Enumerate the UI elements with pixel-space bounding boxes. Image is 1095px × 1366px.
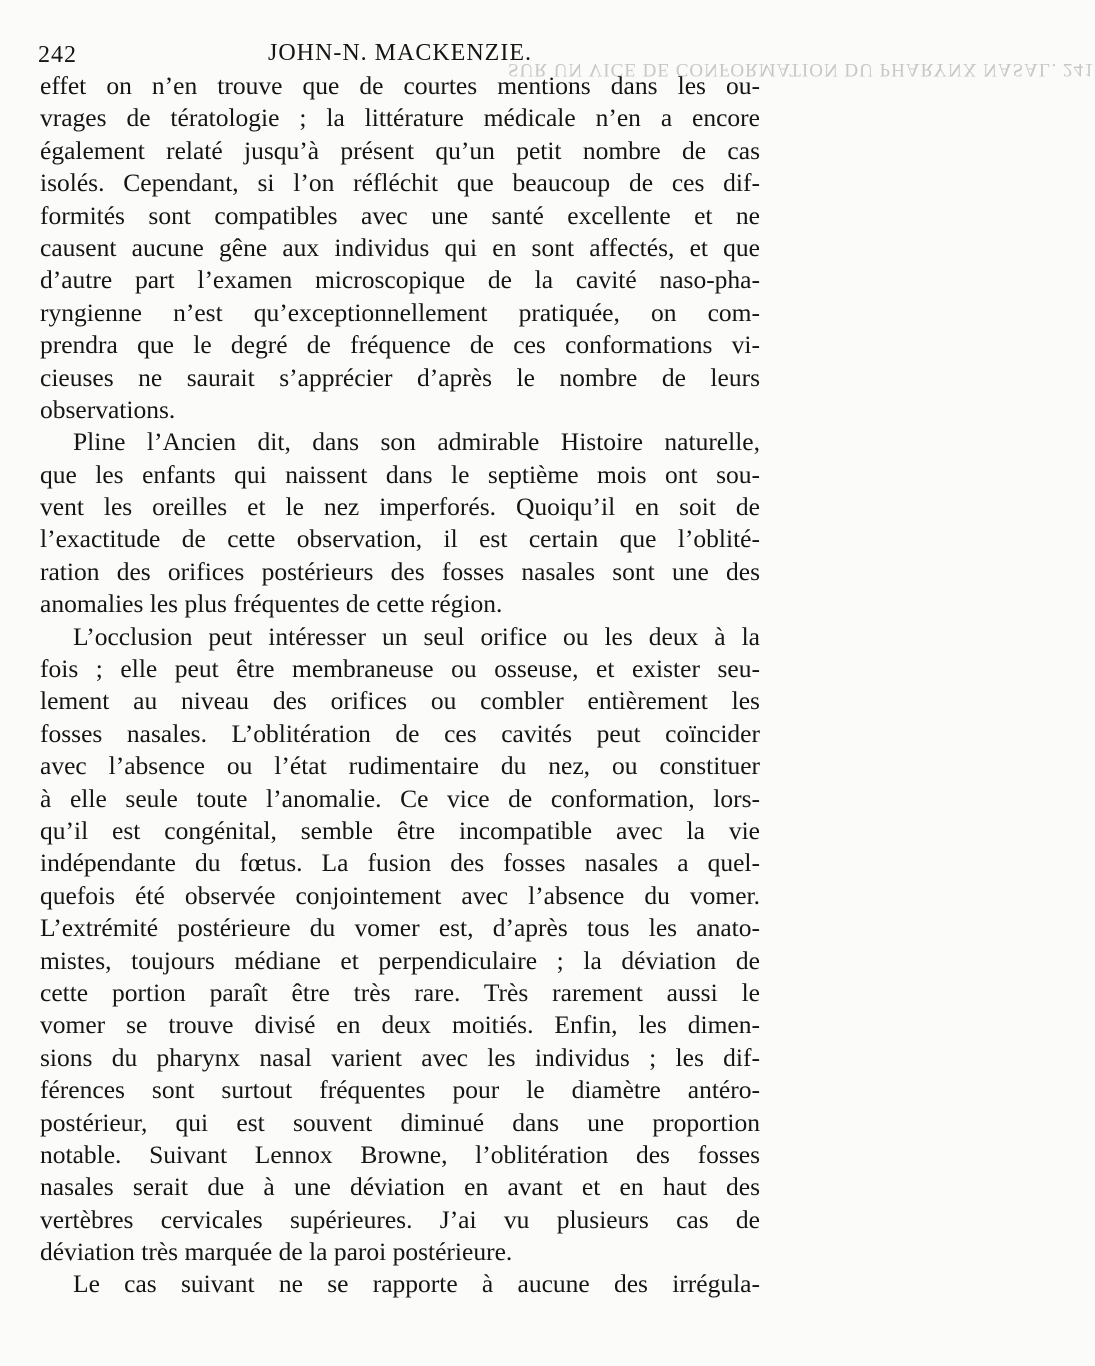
text-line: vertèbres cervicales supérieures. J’ai vu plusieurs cas de (40, 1204, 760, 1234)
text-line: vent les oreilles et le nez imperforés. Quoiqu’il en soit de (40, 492, 760, 522)
text-line: vrages de tératologie ; la littérature médicale n’en a encore (40, 103, 760, 133)
text-line: anomalies les plus fréquentes de cette région. (40, 589, 503, 619)
text-line: effet on n’en trouve que de courtes mentions dans les ou- (40, 71, 760, 100)
text-line: isolés. Cependant, si l’on réfléchit que beaucoup de ces dif- (40, 168, 760, 198)
text-line: d’autre part l’examen microscopique de la cavité naso-pha- (40, 265, 760, 295)
text-line: sions du pharynx nasal varient avec les individus ; les dif- (40, 1042, 760, 1072)
text-line: Le cas suivant ne se rapporte à aucune des irrégula- (73, 1269, 760, 1299)
text-line: que les enfants qui naissent dans le septième mois ont sou- (40, 459, 760, 489)
text-line: également relaté jusqu’à présent qu’un petit nombre de cas (40, 135, 760, 165)
paragraph (40, 426, 760, 620)
text-line: déviation très marquée de la paroi postérieure. (40, 1237, 513, 1267)
text-line: L’occlusion peut intéresser un seul orifice ou les deux à la (73, 621, 760, 651)
text-line: causent aucune gêne aux individus qui en sont affectés, et que (40, 232, 760, 262)
text-line: lement au niveau des orifices ou combler entièrement les (40, 686, 760, 716)
text-line: prendra que le degré de fréquence de ces conformations vi- (40, 330, 760, 360)
text-line: postérieur, qui est souvent diminué dans une proportion (40, 1107, 760, 1137)
text-line: avec l’absence ou l’état rudimentaire du nez, ou constituer (40, 751, 760, 781)
text-line: nasales serait due à une déviation en avant et en haut des (40, 1172, 760, 1202)
text-line: à elle seule toute l’anomalie. Ce vice de conformation, lors- (40, 783, 760, 813)
text-line: cieuses ne saurait s’apprécier d’après le nombre de leurs (40, 362, 760, 392)
text-line: Pline l’Ancien dit, dans son admirable Histoire naturelle, (73, 427, 760, 457)
text-line: cette portion paraît être très rare. Très rarement aussi le (40, 977, 760, 1007)
text-line: indépendante du fœtus. La fusion des fosses nasales a quel- (40, 848, 760, 878)
text-line: observations. (40, 394, 176, 424)
bleed-through-text: SUR UN VICE DE CONFORMATION DU PHARYNX NASAL. 241 (508, 59, 1095, 80)
text-line: quefois été observée conjointement avec l’absence du vomer. (40, 880, 760, 910)
running-head: JOHN-N. MACKENZIE. (268, 40, 532, 66)
text-line: férences sont surtout fréquentes pour le diamètre antéro- (40, 1075, 760, 1105)
text-line: L’extrémité postérieure du vomer est, d’après tous les anato- (40, 913, 760, 943)
page-header (38, 38, 1095, 80)
text-line: vomer se trouve divisé en deux moitiés. Enfin, les dimen- (40, 1010, 760, 1040)
text-line: ryngienne n’est qu’exceptionnellement pratiquée, on com- (40, 297, 760, 327)
text-line: mistes, toujours médiane et perpendiculaire ; la déviation de (40, 945, 760, 975)
text-line: ration des orifices postérieurs des fosses nasales sont une des (40, 556, 760, 586)
paragraph (40, 1268, 760, 1300)
body-text (40, 70, 760, 1301)
text-line: qu’il est congénital, semble être incompatible avec la vie (40, 815, 760, 845)
paragraph (40, 621, 760, 1269)
text-line: notable. Suivant Lennox Browne, l’oblitération des fosses (40, 1139, 760, 1169)
text-line: fois ; elle peut être membraneuse ou osseuse, et exister seu- (40, 654, 760, 684)
text-line: l’exactitude de cette observation, il est certain que l’oblité- (40, 524, 760, 554)
page-number: 242 (38, 42, 77, 68)
text-line: fosses nasales. L’oblitération de ces cavités peut coïncider (40, 718, 760, 748)
text-line: formités sont compatibles avec une santé excellente et ne (40, 200, 760, 230)
paragraph (40, 70, 760, 426)
